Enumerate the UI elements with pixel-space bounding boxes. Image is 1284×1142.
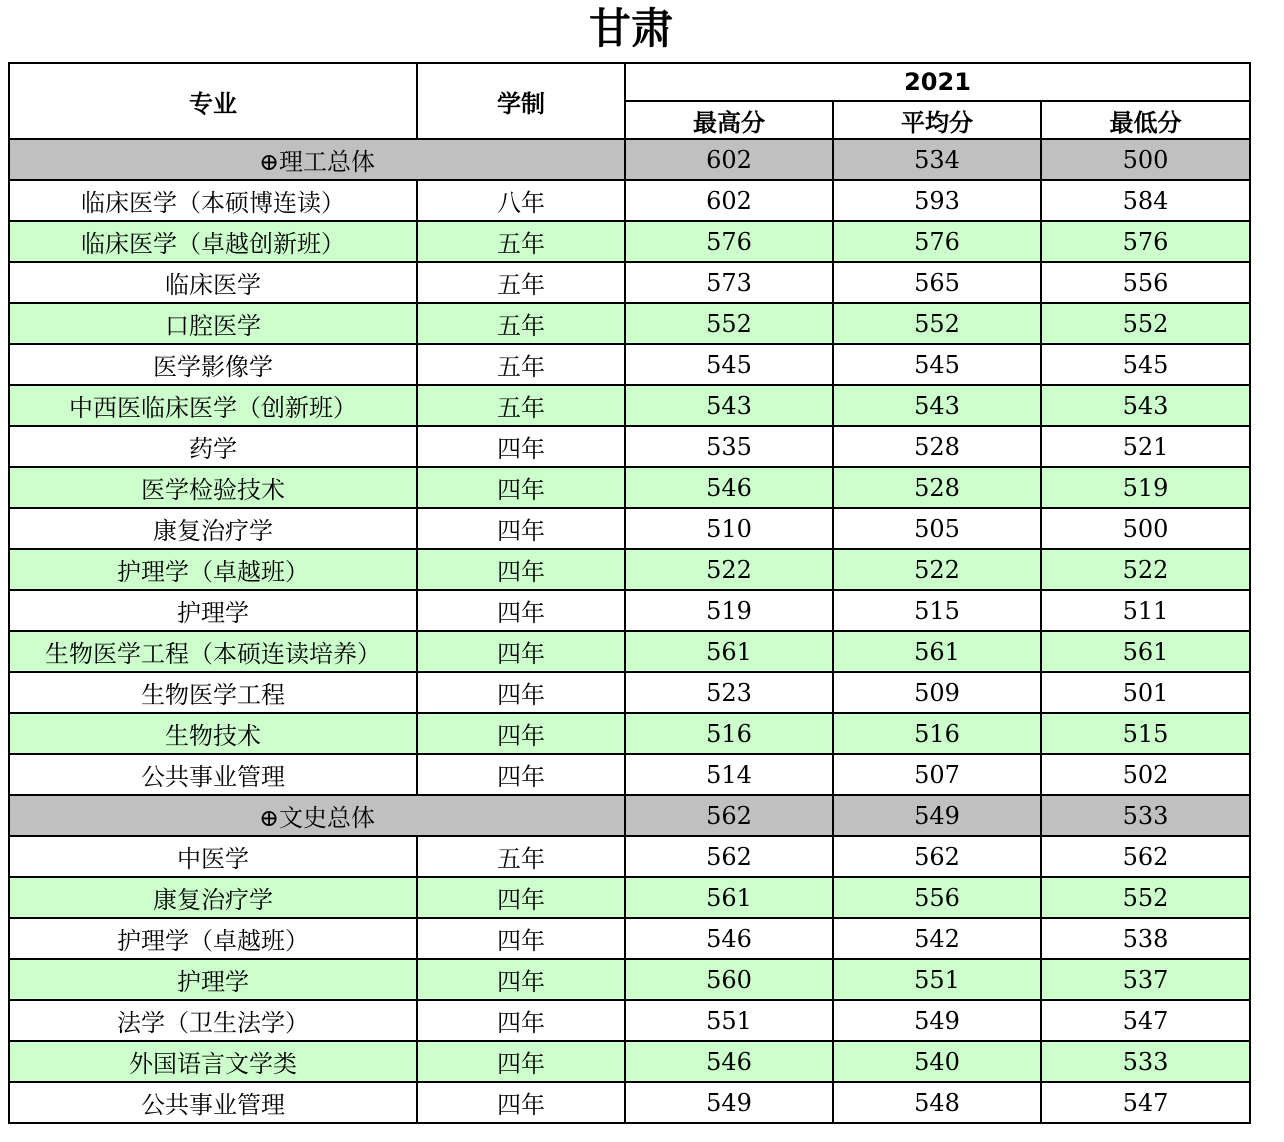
table-row <box>9 180 1250 221</box>
min-score-cell: 562 <box>1041 836 1250 877</box>
max-score-cell: 546 <box>625 918 833 959</box>
major-cell: 护理学（卓越班） <box>9 549 417 590</box>
min-score-cell: 552 <box>1041 877 1250 918</box>
duration-cell: 四年 <box>417 549 625 590</box>
major-cell: 临床医学（卓越创新班） <box>9 221 417 262</box>
avg-score-cell: 534 <box>833 139 1041 180</box>
avg-score-cell: 562 <box>833 836 1041 877</box>
table-row <box>9 549 1250 590</box>
major-cell: 护理学（卓越班） <box>9 918 417 959</box>
major-cell: 口腔医学 <box>9 303 417 344</box>
header-row-top <box>9 63 1250 101</box>
min-score-cell: 511 <box>1041 590 1250 631</box>
major-cell: 生物技术 <box>9 713 417 754</box>
max-score-cell: 560 <box>625 959 833 1000</box>
table-row <box>9 1000 1250 1041</box>
major-cell: 临床医学 <box>9 262 417 303</box>
major-cell: 护理学 <box>9 590 417 631</box>
table-row <box>9 918 1250 959</box>
duration-cell: 五年 <box>417 344 625 385</box>
duration-cell: 五年 <box>417 262 625 303</box>
summary-label-cell: ⊕理工总体 <box>9 139 625 180</box>
max-score-cell: 535 <box>625 426 833 467</box>
avg-score-cell: 565 <box>833 262 1041 303</box>
avg-score-cell: 549 <box>833 795 1041 836</box>
avg-score-cell: 507 <box>833 754 1041 795</box>
table-row <box>9 877 1250 918</box>
summary-label-cell: ⊕文史总体 <box>9 795 625 836</box>
min-score-cell: 547 <box>1041 1082 1250 1123</box>
table-row <box>9 631 1250 672</box>
major-cell: 护理学 <box>9 959 417 1000</box>
table-row <box>9 344 1250 385</box>
header-major: 专业 <box>9 63 417 139</box>
max-score-cell: 573 <box>625 262 833 303</box>
duration-cell: 五年 <box>417 303 625 344</box>
max-score-cell: 546 <box>625 1041 833 1082</box>
min-score-cell: 552 <box>1041 303 1250 344</box>
table-row <box>9 836 1250 877</box>
avg-score-cell: 545 <box>833 344 1041 385</box>
score-table <box>8 62 1251 1124</box>
major-cell: 生物医学工程 <box>9 672 417 713</box>
duration-cell: 四年 <box>417 1041 625 1082</box>
duration-cell: 四年 <box>417 713 625 754</box>
min-score-cell: 500 <box>1041 508 1250 549</box>
table-row <box>9 508 1250 549</box>
min-score-cell: 543 <box>1041 385 1250 426</box>
min-score-cell: 500 <box>1041 139 1250 180</box>
min-score-cell: 533 <box>1041 795 1250 836</box>
major-cell: 中西医临床医学（创新班） <box>9 385 417 426</box>
header-min-score: 最低分 <box>1041 101 1250 139</box>
min-score-cell: 522 <box>1041 549 1250 590</box>
min-score-cell: 533 <box>1041 1041 1250 1082</box>
duration-cell: 四年 <box>417 631 625 672</box>
min-score-cell: 501 <box>1041 672 1250 713</box>
avg-score-cell: 556 <box>833 877 1041 918</box>
max-score-cell: 545 <box>625 344 833 385</box>
duration-cell: 四年 <box>417 467 625 508</box>
max-score-cell: 546 <box>625 467 833 508</box>
duration-cell: 四年 <box>417 508 625 549</box>
avg-score-cell: 593 <box>833 180 1041 221</box>
avg-score-cell: 549 <box>833 1000 1041 1041</box>
avg-score-cell: 548 <box>833 1082 1041 1123</box>
table-row <box>9 385 1250 426</box>
max-score-cell: 552 <box>625 303 833 344</box>
table-row <box>9 221 1250 262</box>
avg-score-cell: 505 <box>833 508 1041 549</box>
major-cell: 临床医学（本硕博连读） <box>9 180 417 221</box>
major-cell: 公共事业管理 <box>9 1082 417 1123</box>
table-row <box>9 754 1250 795</box>
table-row <box>9 1082 1250 1123</box>
major-cell: 药学 <box>9 426 417 467</box>
min-score-cell: 538 <box>1041 918 1250 959</box>
header-avg-score: 平均分 <box>833 101 1041 139</box>
avg-score-cell: 515 <box>833 590 1041 631</box>
table-header <box>9 63 1250 139</box>
min-score-cell: 584 <box>1041 180 1250 221</box>
major-cell: 中医学 <box>9 836 417 877</box>
min-score-cell: 519 <box>1041 467 1250 508</box>
max-score-cell: 510 <box>625 508 833 549</box>
min-score-cell: 545 <box>1041 344 1250 385</box>
major-cell: 生物医学工程（本硕连读培养） <box>9 631 417 672</box>
avg-score-cell: 543 <box>833 385 1041 426</box>
avg-score-cell: 516 <box>833 713 1041 754</box>
header-duration: 学制 <box>417 63 625 139</box>
max-score-cell: 522 <box>625 549 833 590</box>
min-score-cell: 547 <box>1041 1000 1250 1041</box>
avg-score-cell: 542 <box>833 918 1041 959</box>
table-row <box>9 590 1250 631</box>
avg-score-cell: 576 <box>833 221 1041 262</box>
major-cell: 康复治疗学 <box>9 877 417 918</box>
duration-cell: 四年 <box>417 754 625 795</box>
major-cell: 公共事业管理 <box>9 754 417 795</box>
duration-cell: 五年 <box>417 221 625 262</box>
max-score-cell: 543 <box>625 385 833 426</box>
duration-cell: 四年 <box>417 590 625 631</box>
max-score-cell: 514 <box>625 754 833 795</box>
max-score-cell: 561 <box>625 877 833 918</box>
table-body <box>9 139 1250 1123</box>
major-cell: 法学（卫生法学） <box>9 1000 417 1041</box>
duration-cell: 四年 <box>417 918 625 959</box>
table-row <box>9 262 1250 303</box>
max-score-cell: 562 <box>625 836 833 877</box>
max-score-cell: 602 <box>625 180 833 221</box>
duration-cell: 四年 <box>417 672 625 713</box>
avg-score-cell: 528 <box>833 426 1041 467</box>
table-row <box>9 467 1250 508</box>
max-score-cell: 562 <box>625 795 833 836</box>
avg-score-cell: 561 <box>833 631 1041 672</box>
avg-score-cell: 528 <box>833 467 1041 508</box>
summary-row <box>9 795 1250 836</box>
min-score-cell: 502 <box>1041 754 1250 795</box>
max-score-cell: 576 <box>625 221 833 262</box>
page-title: 甘肃 <box>588 4 673 53</box>
duration-cell: 四年 <box>417 959 625 1000</box>
duration-cell: 五年 <box>417 836 625 877</box>
min-score-cell: 515 <box>1041 713 1250 754</box>
major-cell: 医学检验技术 <box>9 467 417 508</box>
duration-cell: 五年 <box>417 385 625 426</box>
table-row <box>9 959 1250 1000</box>
avg-score-cell: 551 <box>833 959 1041 1000</box>
max-score-cell: 561 <box>625 631 833 672</box>
header-max-score: 最高分 <box>625 101 833 139</box>
duration-cell: 四年 <box>417 1082 625 1123</box>
min-score-cell: 576 <box>1041 221 1250 262</box>
major-cell: 医学影像学 <box>9 344 417 385</box>
min-score-cell: 521 <box>1041 426 1250 467</box>
major-cell: 康复治疗学 <box>9 508 417 549</box>
avg-score-cell: 540 <box>833 1041 1041 1082</box>
table-row <box>9 303 1250 344</box>
major-cell: 外国语言文学类 <box>9 1041 417 1082</box>
min-score-cell: 556 <box>1041 262 1250 303</box>
table-row <box>9 672 1250 713</box>
max-score-cell: 549 <box>625 1082 833 1123</box>
max-score-cell: 523 <box>625 672 833 713</box>
table-row <box>9 713 1250 754</box>
summary-row <box>9 139 1250 180</box>
header-year: 2021 <box>625 63 1250 101</box>
table-row <box>9 426 1250 467</box>
max-score-cell: 551 <box>625 1000 833 1041</box>
duration-cell: 四年 <box>417 877 625 918</box>
avg-score-cell: 509 <box>833 672 1041 713</box>
max-score-cell: 602 <box>625 139 833 180</box>
avg-score-cell: 552 <box>833 303 1041 344</box>
duration-cell: 四年 <box>417 426 625 467</box>
avg-score-cell: 522 <box>833 549 1041 590</box>
min-score-cell: 561 <box>1041 631 1250 672</box>
max-score-cell: 516 <box>625 713 833 754</box>
duration-cell: 四年 <box>417 1000 625 1041</box>
table-row <box>9 1041 1250 1082</box>
min-score-cell: 537 <box>1041 959 1250 1000</box>
max-score-cell: 519 <box>625 590 833 631</box>
duration-cell: 八年 <box>417 180 625 221</box>
